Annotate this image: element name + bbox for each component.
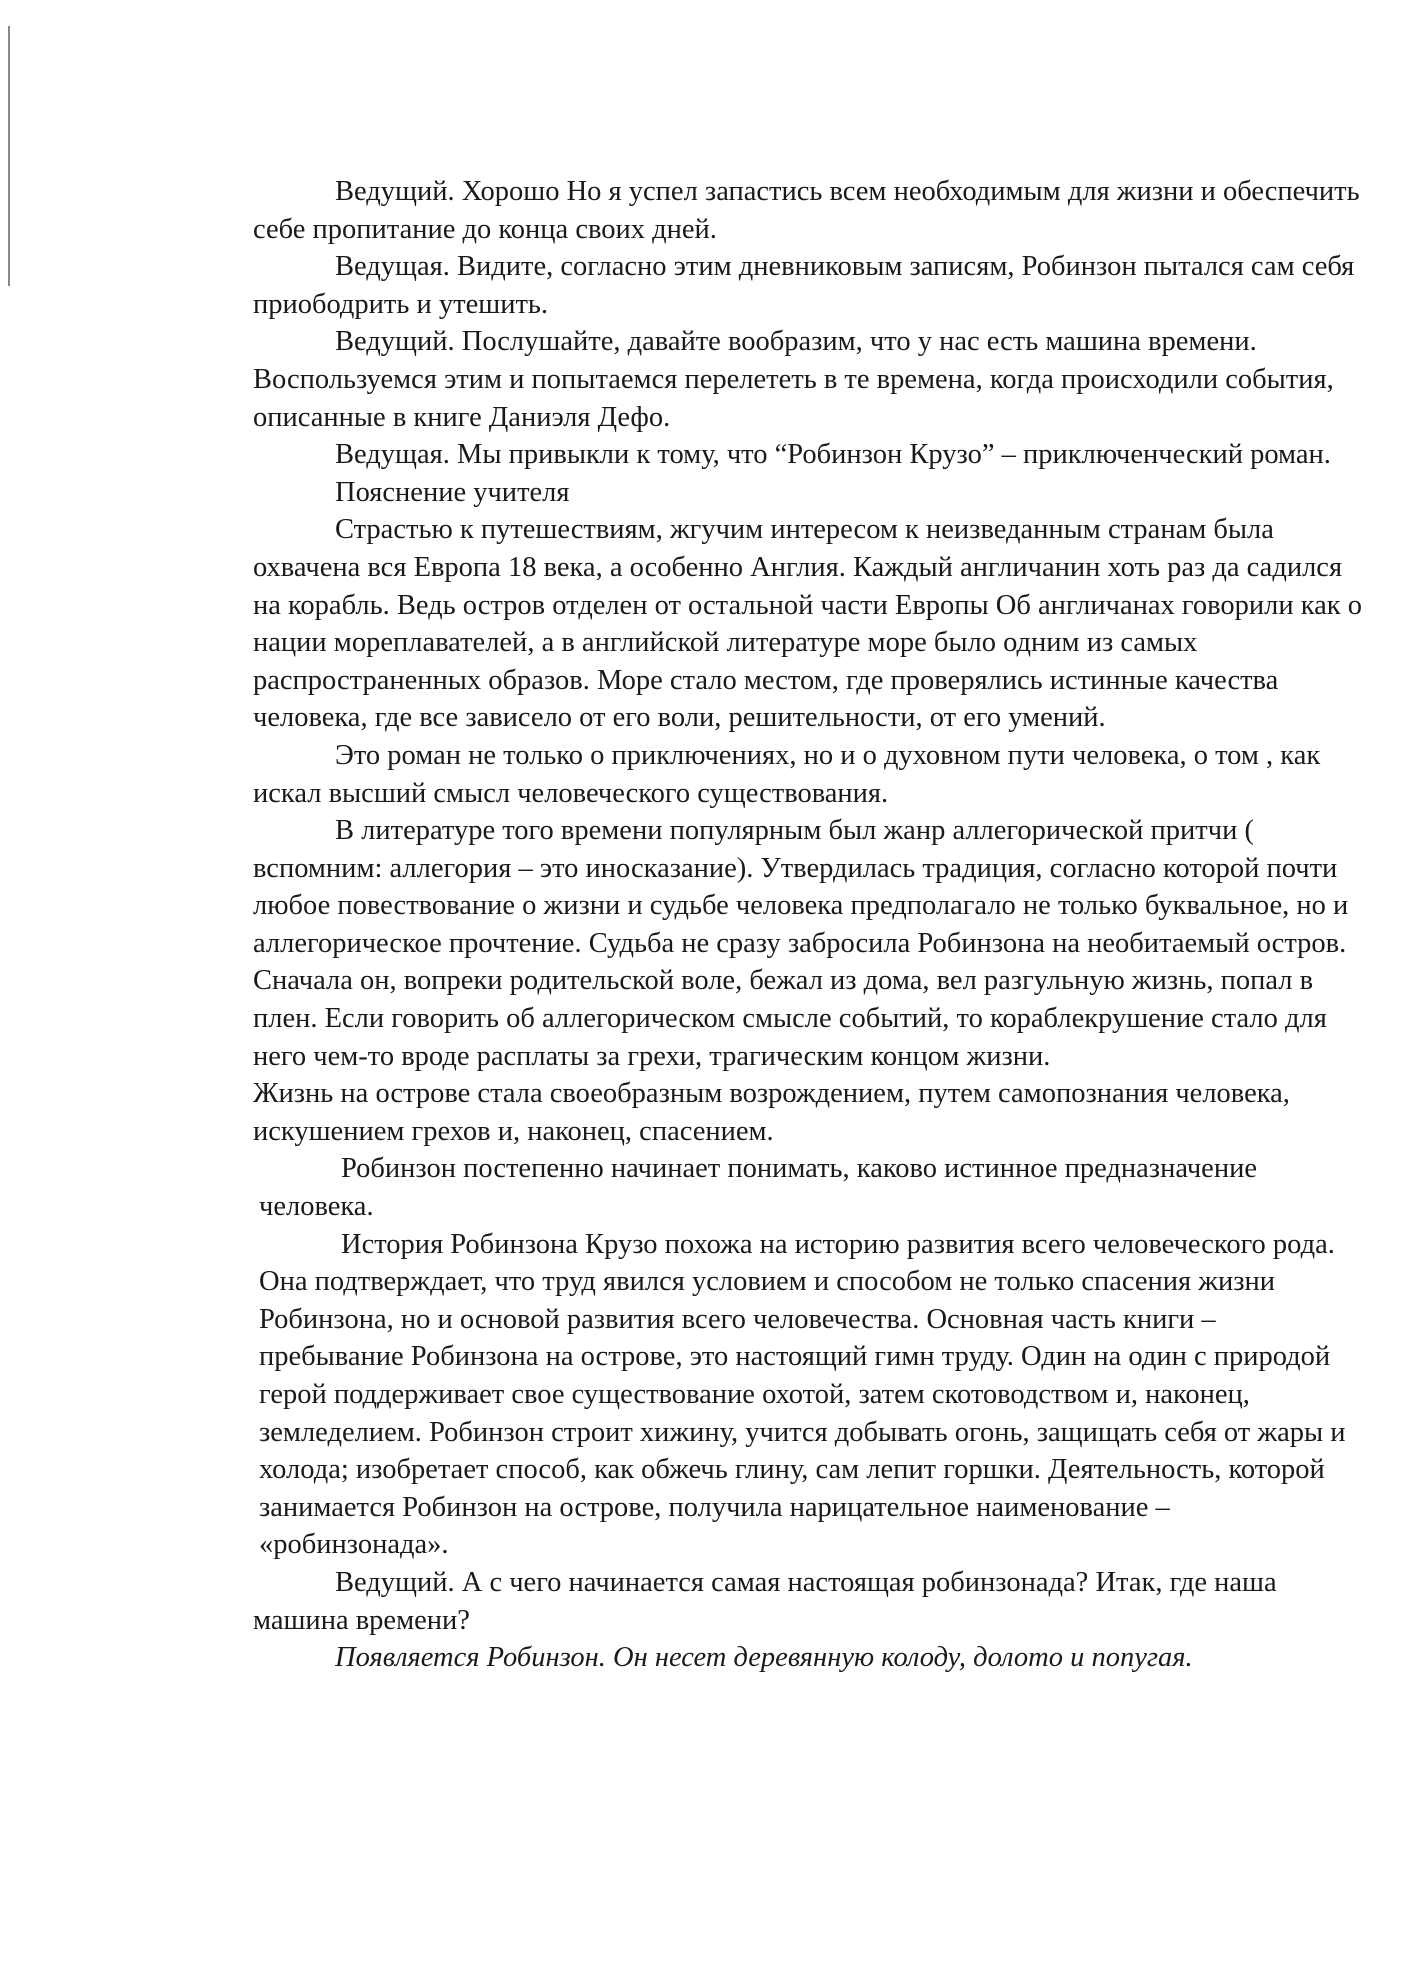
paragraph-allegorical-parable: В литературе того времени популярным был жанр аллегорической притчи ( вспомним: аллегория – это иносказание). Утвердилась традиция, согласно которой почти любое повествование о жизни и судьбе человека предполагало не только буквальное, но и аллегорическое прочтение. Судьба не сразу забросила Робинзона на необитаемый остров. Сначала он, вопреки родительской воле, бежал из дома, вел разгульную жизнь, попал в плен. Если говорить об аллегорическом смысле событий, то кораблекрушение стало для него чем-то вроде расплаты за грехи, трагическим концом жизни. bbox=[253, 815, 1349, 1072]
document-page bbox=[253, 173, 1363, 1677]
paragraph-presenter-time-machine: Ведущий. Послушайте, давайте вообразим, что у нас есть машина времени. Воспользуемся этим и попытаемся перелететь в те времена, когда происходили события, описанные в книге Даниэля Дефо. bbox=[253, 326, 1334, 433]
paragraph-presenter-diary: Ведущая. Видите, согласно этим дневниковым записям, Робинзон пытался сам себя приободрить и утешить. bbox=[253, 251, 1355, 320]
paragraph-presenter-robinsonade: Ведущий. А с чего начинается самая настоящая робинзонада? Итак, где наша машина времени? bbox=[253, 1566, 1277, 1636]
paragraph-human-purpose: Робинзон постепенно начинает понимать, каково истинное предназначение человека. bbox=[259, 1153, 1257, 1223]
paragraph-teacher-note-heading: Пояснение учителя bbox=[335, 476, 570, 508]
stage-direction: Появляется Робинзон. Он несет деревянную колоду, долото и попугая. bbox=[335, 1642, 1193, 1674]
paragraph-presenter-adventure-novel: Ведущая. Мы привыкли к тому, что “Робинзон Крузо” – приключенческий роман. bbox=[335, 439, 1331, 471]
paragraph-travel-passion: Страстью к путешествиям, жгучим интересом к неизведанным странам была охвачена вся Европа 18 века, а особенно Англия. Каждый англичанин хоть раз да садился на корабль. Ведь остров отделен от остальной части Европы Об англичанах говорили как о нации мореплавателей, а в английской литературе море было одним из самых распространенных образов. Море стало местом, где проверялись истинные качества человека, где все зависело от его воли, решительности, от его умений. bbox=[253, 514, 1363, 734]
paragraph-spiritual-path: Это роман не только о приключениях, но и о духовном пути человека, о том , как искал высший смысл человеческого существования. bbox=[253, 739, 1321, 809]
paragraph-presenter-supplies: Ведущий. Хорошо Но я успел запастись всем необходимым для жизни и обеспечить себе пропитание до конца своих дней. bbox=[253, 176, 1360, 245]
scan-edge-line bbox=[8, 26, 10, 286]
paragraph-island-rebirth: Жизнь на острове стала своеобразным возрождением, путем самопознания человека, искушением грехов и, наконец, спасением. bbox=[253, 1078, 1290, 1147]
paragraph-labor-hymn: История Робинзона Крузо похожа на историю развития всего человеческого рода. Она подтверждает, что труд явился условием и способом не только спасения жизни Робинзона, но и основой развития всего человечества. Основная часть книги – пребывание Робинзона на острове, это настоящий гимн труду. Один на один с природой герой поддерживает свое существование охотой, затем скотоводством и, наконец, земледелием. Робинзон строит хижину, учится добывать огонь, защищать себя от жары и холода; изобретает способ, как обжечь глину, сам лепит горшки. Деятельность, которой занимается Робинзон на острове, получила нарицательное наименование – «робинзонада». bbox=[259, 1228, 1346, 1561]
